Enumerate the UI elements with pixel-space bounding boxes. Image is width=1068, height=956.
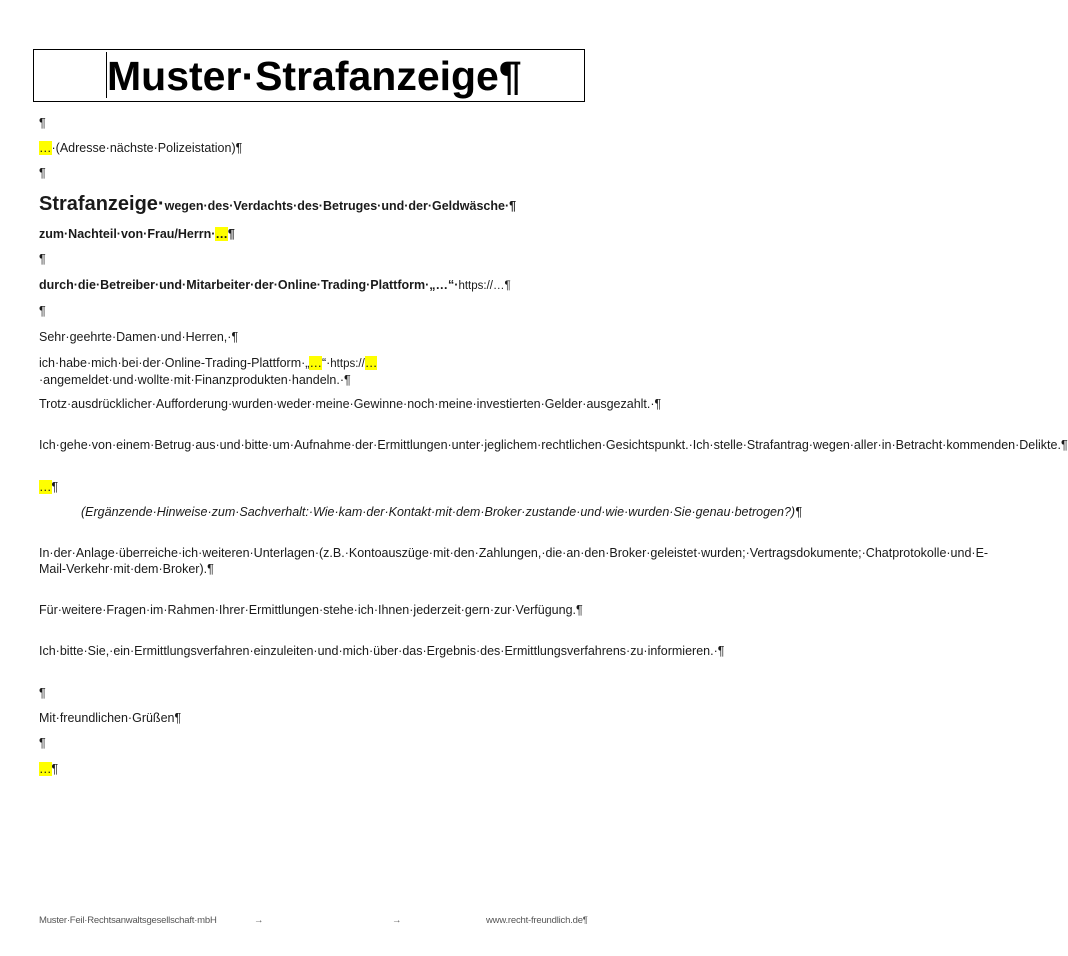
placeholder-highlight: … [39,141,52,155]
document-title[interactable]: Muster·Strafanzeige¶ [107,53,522,99]
address-line[interactable] [39,140,242,156]
hint-paragraph[interactable]: (Ergänzende·Hinweise·zum·Sachverhalt:·Wie·kam·der·Kontakt·mit·dem·Broker·zustande·und·wie·wurden·Sie·genau·betrogen?)¶ [81,505,802,519]
title-box [33,49,585,102]
placeholder-highlight: … [215,227,228,241]
paragraph-attachments[interactable]: In·der·Anlage·überreiche·ich·weiteren·Unterlagen·(z.B.·Kontoauszüge·mit·den·Zahlungen,·die·an·den·Broker·geleistet·wurden;·Vertragsdokumente;·Chatprotokolle·und·E-Mail-Verkehr·mit·dem·Broker).¶ [39,546,989,576]
footer-website[interactable]: www.recht-freundlich.de¶ [486,915,588,926]
placeholder-highlight: … [364,356,378,370]
empty-paragraph-1[interactable]: ¶ [39,116,46,130]
signature-placeholder[interactable] [39,761,58,777]
paragraph-request[interactable]: Ich·bitte·Sie,·ein·Ermittlungsverfahren·einzuleiten·und·mich·über·das·Ergebnis·des·Ermittlungsverfahrens·zu·informieren.·¶ [39,644,725,658]
placeholder-highlight: … [39,480,52,494]
platform-text: durch·die·Betreiber·und·Mitarbeiter·der·Online·Trading·Plattform·„…“· [39,278,459,292]
registration-text-a: ich·habe·mich·bei·der·Online-Trading-Plattform·„ [39,356,310,370]
placeholder-highlight: … [39,762,52,776]
footer-tab-arrow-icon: → [254,915,264,926]
footer-tab-arrow-icon-2: → [392,915,402,926]
paragraph-registration[interactable] [39,355,589,388]
paragraph-further-questions[interactable]: Für·weitere·Fragen·im·Rahmen·Ihrer·Ermittlungen·stehe·ich·Ihnen·jederzeit·gern·zur·Verfügung.¶ [39,603,583,617]
subject-heading[interactable] [39,193,516,217]
empty-paragraph-2[interactable]: ¶ [39,166,46,180]
registration-text-c: ·angemeldet·und·wollte·mit·Finanzprodukten·handeln.·¶ [39,373,351,387]
address-text: ·(Adresse·nächste·Polizeistation)¶ [51,141,243,155]
placeholder-highlight: … [309,356,322,370]
paragraph-no-payout[interactable]: Trotz·ausdrücklicher·Aufforderung·wurden·weder·meine·Gewinne·noch·meine·investierten·Gelder·ausgezahlt.·¶ [39,397,662,411]
registration-url: https:// [330,358,365,370]
closing-line[interactable]: Mit·freundlichen·Grüßen¶ [39,711,182,725]
placeholder-end: ¶ [51,480,59,494]
detriment-text: zum·Nachteil·von·Frau/Herrn· [39,227,216,241]
detriment-end: ¶ [227,227,235,241]
platform-line[interactable] [39,277,511,294]
platform-url: https://…¶ [458,280,511,292]
placeholder-line[interactable] [39,479,58,495]
empty-paragraph-4[interactable]: ¶ [39,304,46,318]
signature-end: ¶ [51,762,59,776]
footer-company[interactable]: Muster·Feil·Rechtsanwaltsgesellschaft·mbH [39,915,217,926]
detriment-line[interactable] [39,226,235,242]
subject-heading-main: Strafanzeige· [39,193,165,215]
registration-text-b: “· [321,356,331,370]
empty-paragraph-3[interactable]: ¶ [39,252,46,266]
paragraph-criminal-complaint[interactable]: Ich·gehe·von·einem·Betrug·aus·und·bitte·um·Aufnahme·der·Ermittlungen·unter·jeglichem·rechtlichen·Gesichtspunkt.·Ich·stelle·Strafantrag·wegen·aller·in·Betracht·kommenden·Delikte.¶ [39,438,1068,452]
empty-paragraph-5[interactable]: ¶ [39,686,46,700]
subject-heading-rest: wegen·des·Verdachts·des·Betruges·und·der·Geldwäsche·¶ [164,199,517,213]
empty-paragraph-6[interactable]: ¶ [39,736,46,750]
greeting[interactable]: Sehr·geehrte·Damen·und·Herren,·¶ [39,330,239,344]
